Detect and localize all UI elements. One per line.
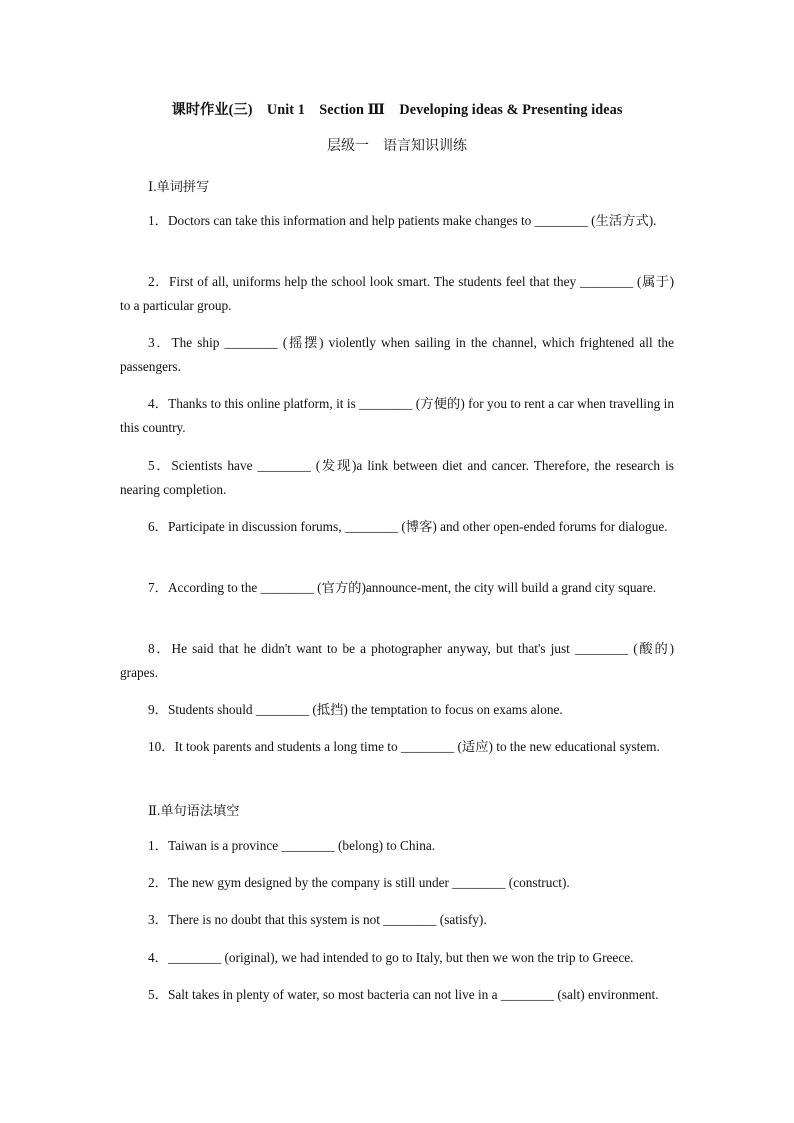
question-item: 2．The new gym designed by the company is still under ________ (construct). <box>148 875 570 890</box>
question-item: 7．According to the ________ (官方的)announce-ment, the city will build a grand city square. <box>148 580 657 595</box>
question-item: 2．First of all, uniforms help the school look smart. The students feel that they ________ (属于) to a particular group. <box>120 274 674 313</box>
question-item: 4．________ (original), we had intended to go to Italy, but then we won the trip to Greece. <box>148 950 634 965</box>
question-item: 9．Students should ________ (抵挡) the temptation to focus on exams alone. <box>148 702 563 717</box>
question-item: 5．Scientists have ________ (发现)a link between diet and cancer. Therefore, the research is nearing completion. <box>120 458 674 497</box>
question-item: 1．Doctors can take this information and help patients make changes to ________ (生活方式). <box>148 213 657 228</box>
question-item: 3．The ship ________ (摇摆) violently when sailing in the channel, which frightened all the passengers. <box>120 335 674 374</box>
level-heading: 层级一 语言知识训练 <box>327 139 467 154</box>
question-item: 5．Salt takes in plenty of water, so most bacteria can not live in a ________ (salt) environment. <box>148 987 659 1002</box>
question-item: 6．Participate in discussion forums, ________ (博客) and other open-ended forums for dialogue. <box>148 519 668 534</box>
section-heading-spelling: Ⅰ.单词拼写 <box>148 179 210 194</box>
question-item: 4．Thanks to this online platform, it is ________ (方便的) for you to rent a car when travelling in this country. <box>120 396 674 435</box>
page-title: 课时作业(三) Unit 1 Section Ⅲ Developing ideas & Presenting ideas <box>171 102 623 118</box>
question-item: 8．He said that he didn't want to be a photographer anyway, but that's just ________ (酸的) grapes. <box>120 641 674 680</box>
question-item: 1．Taiwan is a province ________ (belong) to China. <box>148 838 436 853</box>
section-heading-grammar: Ⅱ.单句语法填空 <box>148 803 240 818</box>
question-item: 3．There is no doubt that this system is not ________ (satisfy). <box>148 912 487 927</box>
question-item: 10．It took parents and students a long time to ________ (适应) to the new educational system. <box>148 739 660 754</box>
